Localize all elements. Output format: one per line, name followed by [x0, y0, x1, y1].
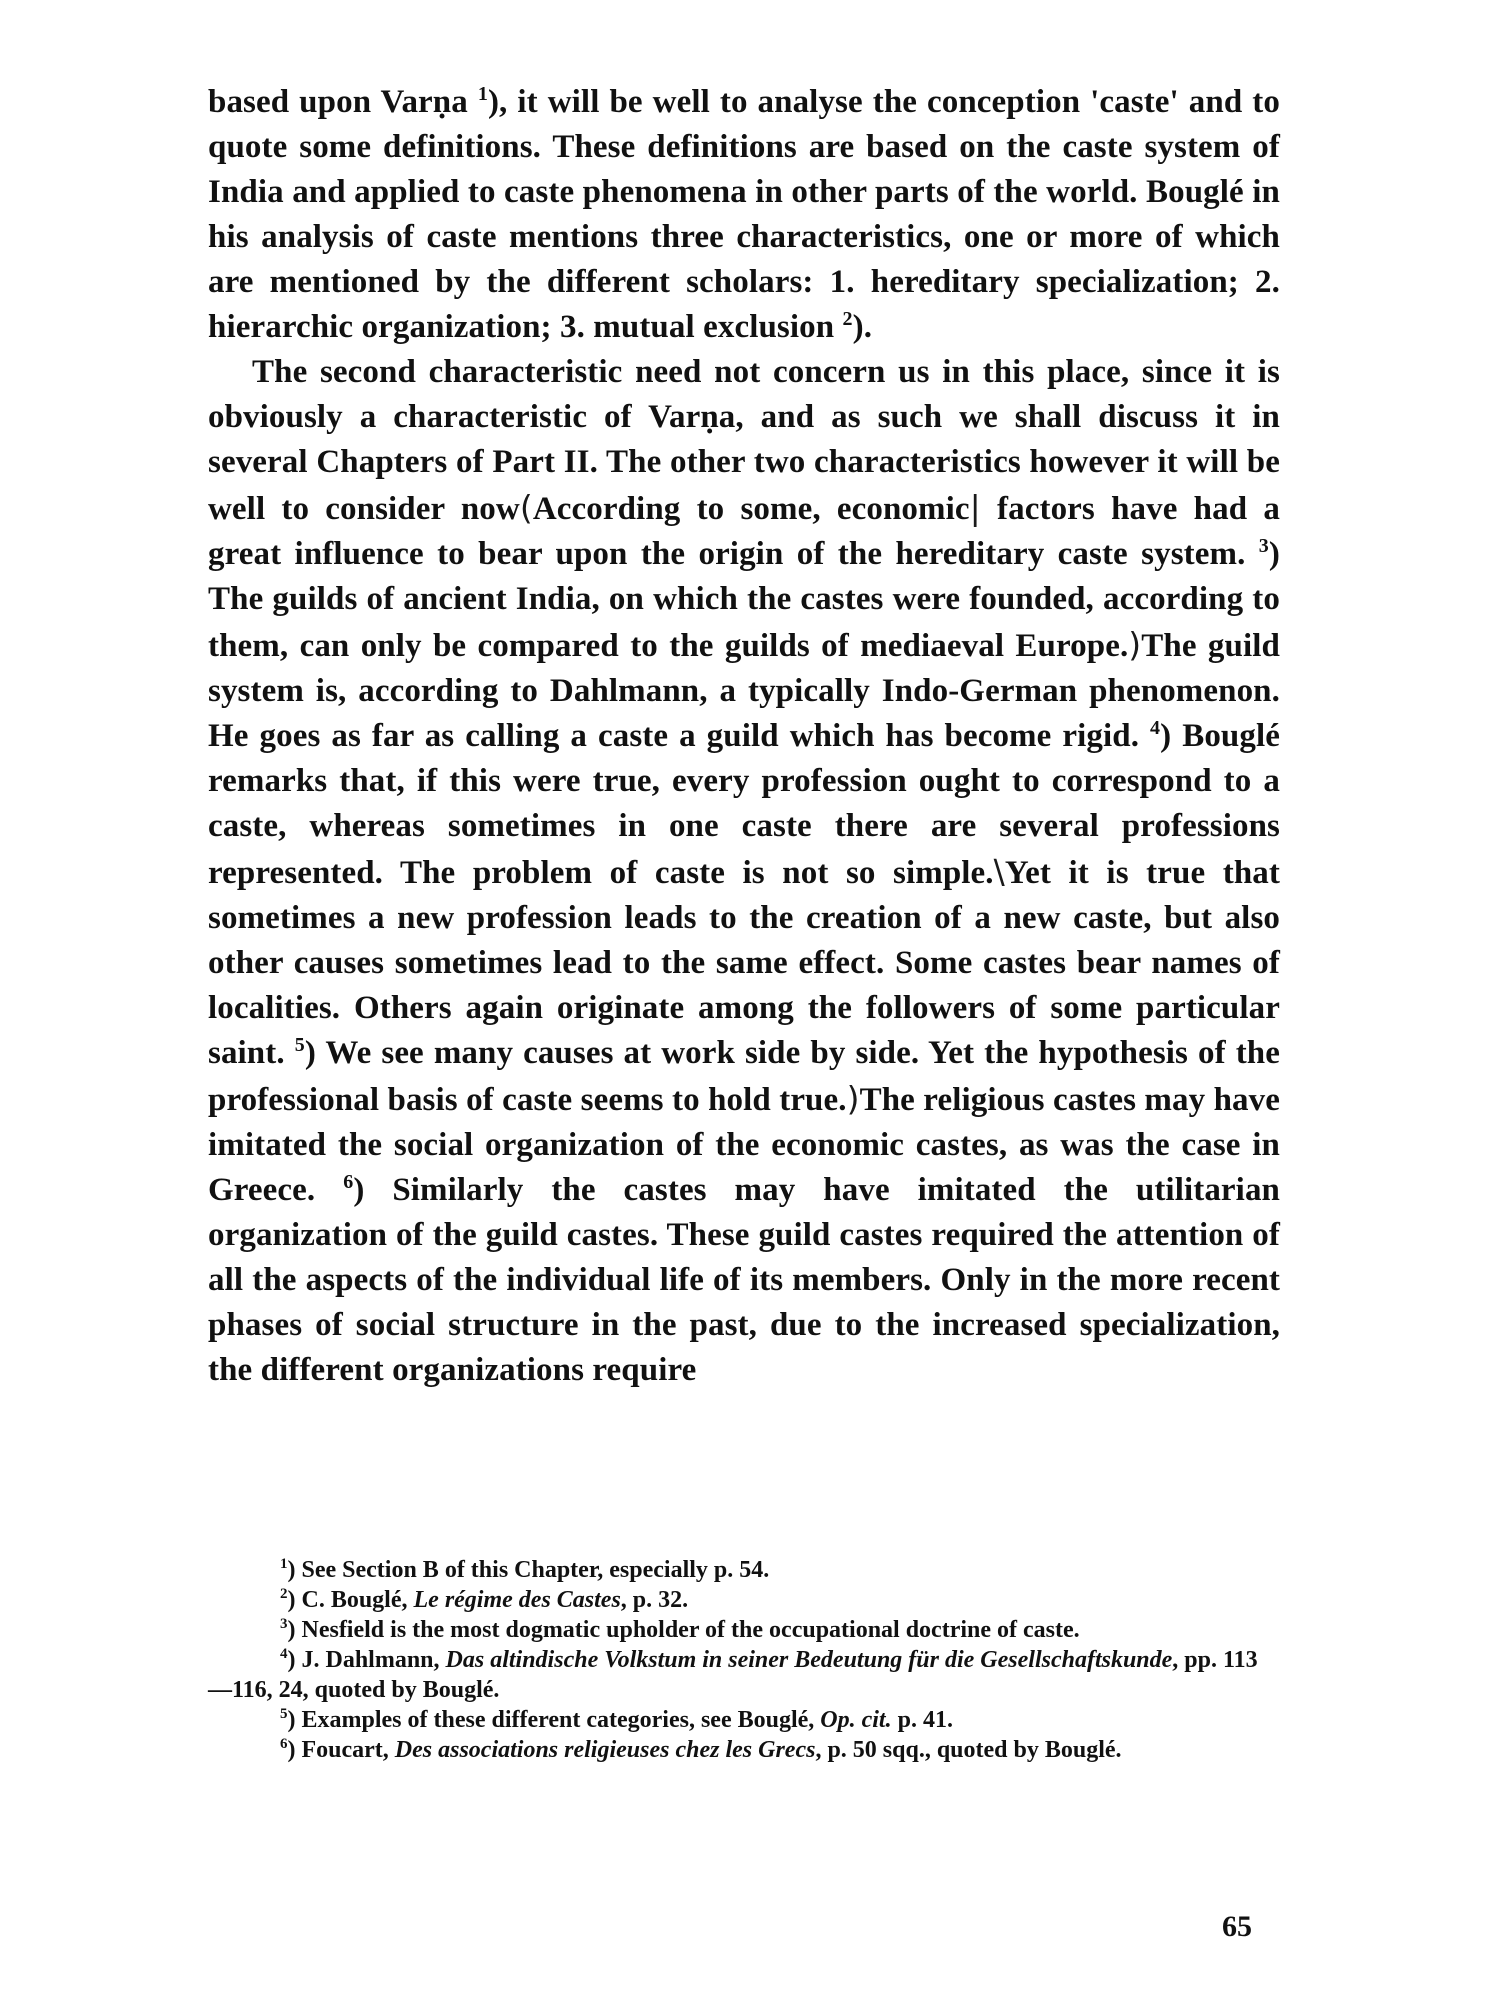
paragraph-2-text-e: The guild system is, according to Dahlmann, a typically Indo-German phenomenon. He goes as far as calling a caste a guild which has become rigid.: [208, 628, 1280, 754]
footnote-5: [208, 1705, 1280, 1735]
footnote-3-number: 3: [280, 1616, 288, 1632]
footnote-4-title: Das altindische Volkstum in seiner Bedeutung für die Gesellschaftskunde: [445, 1647, 1173, 1673]
handwritten-mark-close-2: \: [993, 852, 1005, 891]
footnote-2: [208, 1585, 1280, 1615]
handwritten-mark-close-1: ): [1128, 625, 1142, 664]
footnote-ref-4: 4: [1150, 717, 1161, 739]
paragraph-2-text-g: Yet it is true that sometimes a new profession leads to the creation of a new caste, but also other causes sometimes lead to the same effect. Some castes bear names of localities. Others again originate among the followers of some particular saint.: [208, 855, 1280, 1071]
footnote-3-text: ) Nesfield is the most dogmatic upholder of the occupational doctrine of caste.: [287, 1617, 1080, 1643]
paragraph-1-text-c: ).: [852, 309, 873, 345]
paragraph-2: [208, 350, 1280, 1393]
handwritten-mark-open: (: [519, 488, 533, 527]
footnote-2-text-a: ) C. Bouglé,: [287, 1587, 414, 1613]
paragraph-2-text-d: ) The guilds of ancient India, on which the castes were founded, according to them, can only be compared to the guilds of mediaeval Europe.: [208, 536, 1280, 664]
page-number: 65: [1222, 1910, 1252, 1943]
footnote-ref-2: 2: [842, 308, 853, 330]
paragraph-2-text-a: The second characteristic need not concern us in this place, since it is obviously a characteristic of Varṇa, and as such we shall discuss it in several Chapters of Part II. The other two characteristics however it will be well to consider now: [208, 354, 1280, 527]
footnote-2-title: Le régime des Castes: [413, 1587, 621, 1613]
body-text: [208, 80, 1280, 1393]
footnote-4-text-a: ) J. Dahlmann,: [287, 1647, 446, 1673]
footnote-6-title: Des associations religieuses chez les Grecs: [394, 1737, 816, 1763]
footnote-1-number: 1: [280, 1556, 288, 1572]
footnote-6: [208, 1735, 1280, 1765]
paragraph-2-text-j: ) Similarly the castes may have imitated the utilitarian organization of the guild castes. These guild castes required the attention of all the aspects of the individual life of its members. Only in the more recent phases of social structure in the past, due to the increased specialization, the different organizations require: [208, 1172, 1280, 1388]
footnote-4: [208, 1645, 1280, 1705]
footnote-4-number: 4: [280, 1646, 288, 1662]
footnote-ref-3: 3: [1258, 535, 1269, 557]
paragraph-1-text-b: ), it will be well to analyse the conception 'caste' and to quote some definitions. These definitions are based on the caste system of India and applied to caste phenomena in other parts of the world. Bouglé in his analysis of caste mentions three characteristics, one or more of which are mentioned by the different scholars: 1. hereditary specialization; 2. hierarchic organization; 3. mutual exclusion: [208, 84, 1280, 345]
footnote-6-number: 6: [280, 1736, 288, 1752]
footnote-5-title: Op. cit.: [820, 1707, 892, 1733]
footnote-ref-6: 6: [343, 1171, 354, 1193]
paragraph-1: [208, 80, 1280, 350]
handwritten-mark-close-3: ): [846, 1079, 860, 1118]
footnote-5-number: 5: [280, 1706, 288, 1722]
paragraph-2-text-c: factors have had a great influence to bear upon the origin of the hereditary caste system.: [208, 491, 1280, 572]
paragraph-2-text-b: According to some, economic: [532, 491, 970, 527]
footnote-2-text-b: , p. 32.: [620, 1587, 689, 1613]
paragraph-2-text-f: ) Bouglé remarks that, if this were true, every profession ought to correspond to a caste, whereas sometimes in one caste there are several professions represented. The problem of caste is not so simple.: [208, 718, 1281, 891]
footnote-6-text-a: ) Foucart,: [287, 1737, 395, 1763]
footnote-3: [208, 1615, 1280, 1645]
paragraph-2-text-h: ) We see many causes at work side by side. Yet the hypothesis of the professional basis of caste seems to hold true.: [208, 1035, 1280, 1118]
footnotes: [208, 1555, 1280, 1765]
footnote-4-text-b: , pp. 113—116, 24, quoted by Bouglé.: [208, 1647, 1258, 1703]
footnote-5-text-a: ) Examples of these different categories, see Bouglé,: [287, 1707, 821, 1733]
footnote-6-text-b: , p. 50 sqq., quoted by Bouglé.: [815, 1737, 1122, 1763]
footnote-ref-5: 5: [294, 1034, 305, 1056]
footnote-ref-1: 1: [477, 83, 488, 105]
footnote-2-number: 2: [280, 1586, 288, 1602]
footnote-5-text-b: p. 41.: [891, 1707, 953, 1733]
handwritten-mark-bar: |: [969, 488, 981, 527]
footnote-1: [208, 1555, 1280, 1585]
paragraph-1-text-a: based upon Varṇa: [208, 84, 468, 120]
paragraph-2-text-i: The religious castes may have imitated the social organization of the economic castes, as was the case in Greece.: [208, 1082, 1280, 1208]
footnote-1-text: ) See Section B of this Chapter, especially p. 54.: [287, 1557, 770, 1583]
